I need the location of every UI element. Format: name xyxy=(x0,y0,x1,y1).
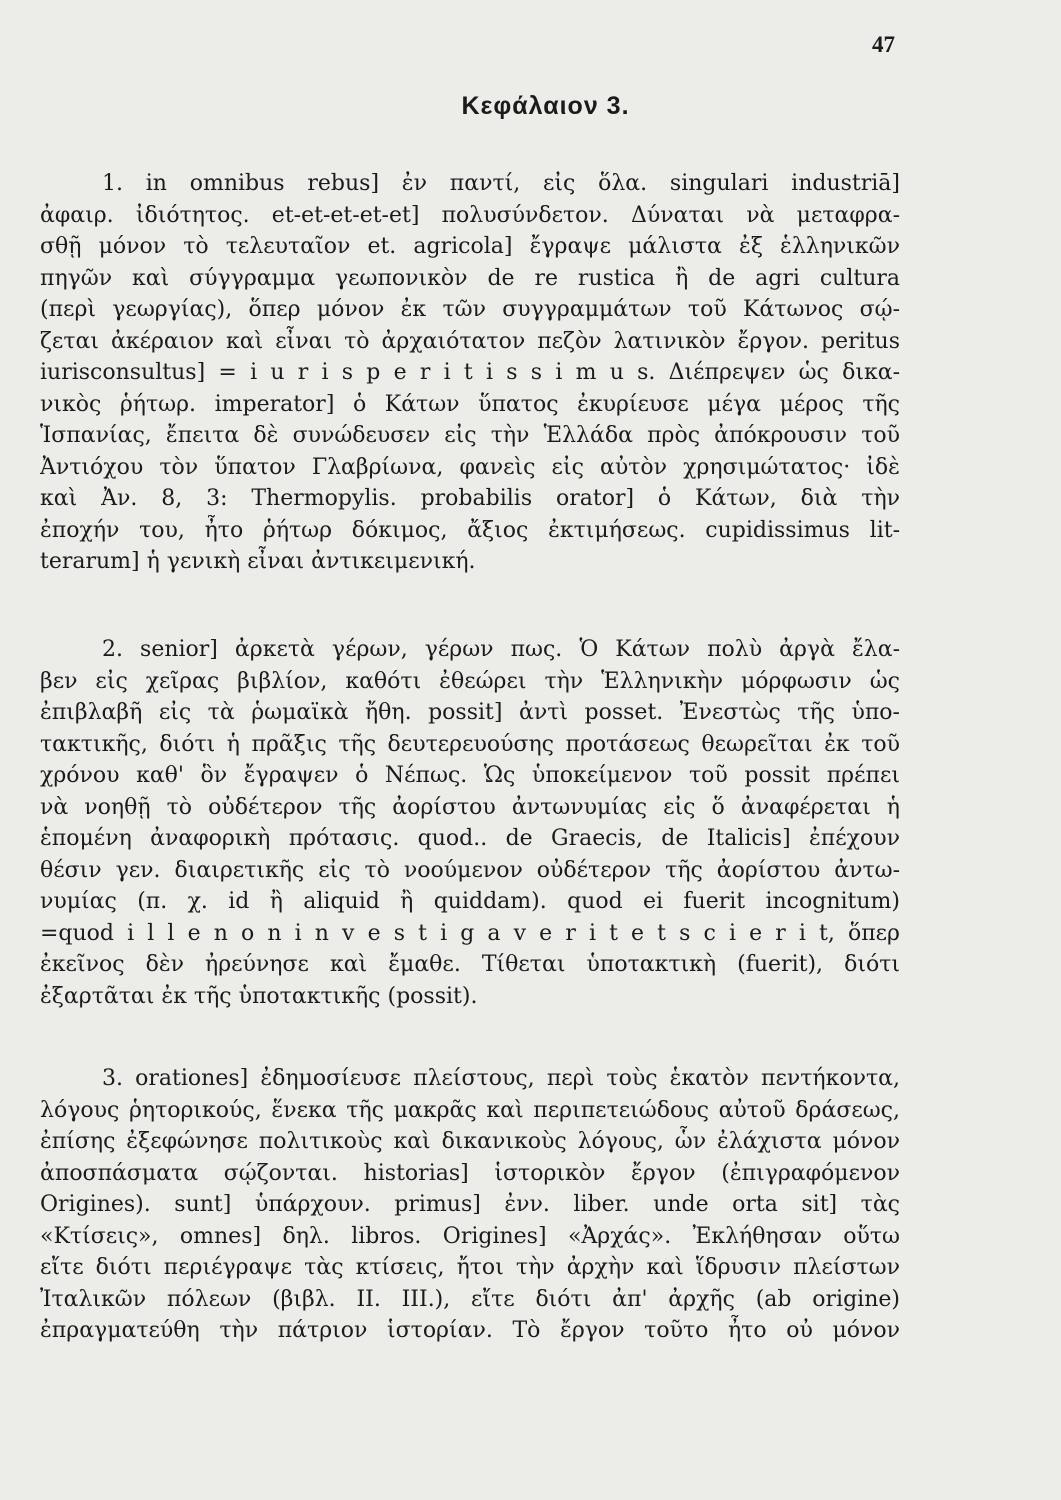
text-line: 3. orationes] ἐδημοσίευσε πλείστους, περὶ τοὺς ἑκατὸν πεντήκοντα, xyxy=(102,1066,900,1091)
chapter-title: Κεφάλαιον 3. xyxy=(461,92,630,120)
text-line: νικὸς ῥήτωρ. imperator] ὁ Κάτων ὕπατος ἐκυρίευσε μέγα μέρος τῆς xyxy=(40,391,900,417)
text-line: (περὶ γεωργίας), ὅπερ μόνον ἐκ τῶν συγγραμμάτων τοῦ Κάτωνος σῴ- xyxy=(40,297,900,322)
text-line: ἐκεῖνος δὲν ἠρεύνησε καὶ ἔμαθε. Τίθεται ὑποτακτικὴ (fuerit), διότι xyxy=(40,952,900,977)
text-line: πηγῶν καὶ σύγγραμμα γεωπονικὸν de re rustica ἢ de agri cultura xyxy=(40,265,900,291)
text-line: χρόνου καθ' ὃν ἔγραψεν ὁ Νέπως. Ὡς ὑποκείμενον τοῦ possit πρέπει xyxy=(40,763,900,788)
text-line: ἐπραγματεύθη τὴν πάτριον ἱστορίαν. Τὸ ἔργον τοῦτο ἦτο οὐ μόνον xyxy=(40,1318,900,1343)
text-line: ζεται ἀκέραιον καὶ εἶναι τὸ ἀρχαιότατον πεζὸν λατινικὸν ἔργον. peritus xyxy=(40,328,900,354)
text-line: terarum] ἡ γενικὴ εἶναι ἀντικειμενική. xyxy=(40,549,476,574)
text-line: λόγους ῥητορικούς, ἕνεκα τῆς μακρᾶς καὶ περιπετειώδους αὐτοῦ δράσεως, xyxy=(40,1097,900,1123)
text-line: iurisconsultus] = i u r i s p e r i t i s s i m u s. Διέπρεψεν ὡς δικα- xyxy=(40,360,900,385)
text-line: νὰ νοηθῇ τὸ οὐδέτερον τῆς ἀορίστου ἀντωνυμίας εἰς ὅ ἀναφέρεται ἡ xyxy=(40,794,900,820)
text-line: =quod i l l e n o n i n v e s t i g a v e r i t e t s c i e r i t, ὅπερ xyxy=(40,920,900,946)
paragraph-2 xyxy=(40,634,900,1012)
text-line: Ἱσπανίας, ἔπειτα δὲ συνώδευσεν εἰς τὴν Ἑλλάδα πρὸς ἀπόκρουσιν τοῦ xyxy=(40,423,900,448)
text-line: Ἀντιόχου τὸν ὕπατον Γλαβρίωνα, φανεὶς εἰς αὐτὸν χρησιμώτατος· ἰδὲ xyxy=(40,454,900,480)
text-line: ἐποχήν του, ἦτο ῥήτωρ δόκιμος, ἄξιος ἐκτιμήσεως. cupidissimus lit- xyxy=(40,517,900,543)
text-line: βεν εἰς χεῖρας βιβλίον, καθότι ἐθεώρει τὴν Ἑλληνικὴν μόρφωσιν ὡς xyxy=(40,668,900,694)
page-number: 47 xyxy=(872,32,895,57)
text-line: θέσιν γεν. διαιρετικῆς εἰς τὸ νοούμενον οὐδέτερον τῆς ἀορίστου ἀντω- xyxy=(40,857,900,883)
paragraph-1 xyxy=(40,168,900,578)
text-line: 1. in omnibus rebus] ἐν παντί, εἰς ὅλα. singulari industriā] xyxy=(102,171,900,196)
paragraph-3 xyxy=(40,1063,900,1347)
text-line: Ἰταλικῶν πόλεων (βιβλ. II. III.), εἴτε διότι ἀπ' ἀρχῆς (ab origine) xyxy=(40,1286,900,1312)
text-line: τακτικῆς, διότι ἡ πρᾶξις τῆς δευτερευούσης προτάσεως θεωρεῖται ἐκ τοῦ xyxy=(40,731,900,757)
text-line: νυμίας (π. χ. id ἢ aliquid ἢ quiddam). quod ei fuerit incognitum) xyxy=(40,889,900,914)
text-line: καὶ Ἀν. 8, 3: Thermopylis. probabilis orator] ὁ Κάτων, διὰ τὴν xyxy=(40,486,900,511)
text-line: Origines). sunt] ὑπάρχουν. primus] ἐνν. liber. unde orta sit] τὰς xyxy=(40,1192,900,1217)
text-line: ἀποσπάσματα σῴζονται. historias] ἱστορικὸν ἔργον (ἐπιγραφόμενον xyxy=(40,1160,900,1186)
text-line: 2. senior] ἀρκετὰ γέρων, γέρων πως. Ὁ Κάτων πολὺ ἀργὰ ἔλα- xyxy=(102,637,900,662)
text-line: ἑπομένη ἀναφορικὴ πρότασις. quod.. de Graecis, de Italicis] ἐπέχουν xyxy=(40,826,900,851)
text-line: ἀφαιρ. ἰδιότητος. et-et-et-et-et] πολυσύνδετον. Δύναται νὰ μεταφρα- xyxy=(40,202,900,228)
text-line: ἐπιβλαβῆ εἰς τὰ ῥωμαϊκὰ ἤθη. possit] ἀντὶ posset. Ἐνεστὼς τῆς ὑπο- xyxy=(40,700,900,725)
text-line: ἐξαρτᾶται ἐκ τῆς ὑποτακτικῆς (possit). xyxy=(40,983,478,1009)
text-line: εἴτε διότι περιέγραψε τὰς κτίσεις, ἤτοι τὴν ἀρχὴν καὶ ἵδρυσιν πλείστων xyxy=(40,1255,900,1280)
text-line: «Κτίσεις», omnes] δηλ. libros. Origines] «Ἀρχάς». Ἐκλήθησαν οὕτω xyxy=(40,1223,900,1249)
text-line: ἐπίσης ἐξεφώνησε πολιτικοὺς καὶ δικανικοὺς λόγους, ὧν ἐλάχιστα μόνον xyxy=(40,1129,900,1154)
text-line: σθῇ μόνον τὸ τελευταῖον et. agricola] ἔγραψε μάλιστα ἐξ ἑλληνικῶν xyxy=(40,234,900,259)
